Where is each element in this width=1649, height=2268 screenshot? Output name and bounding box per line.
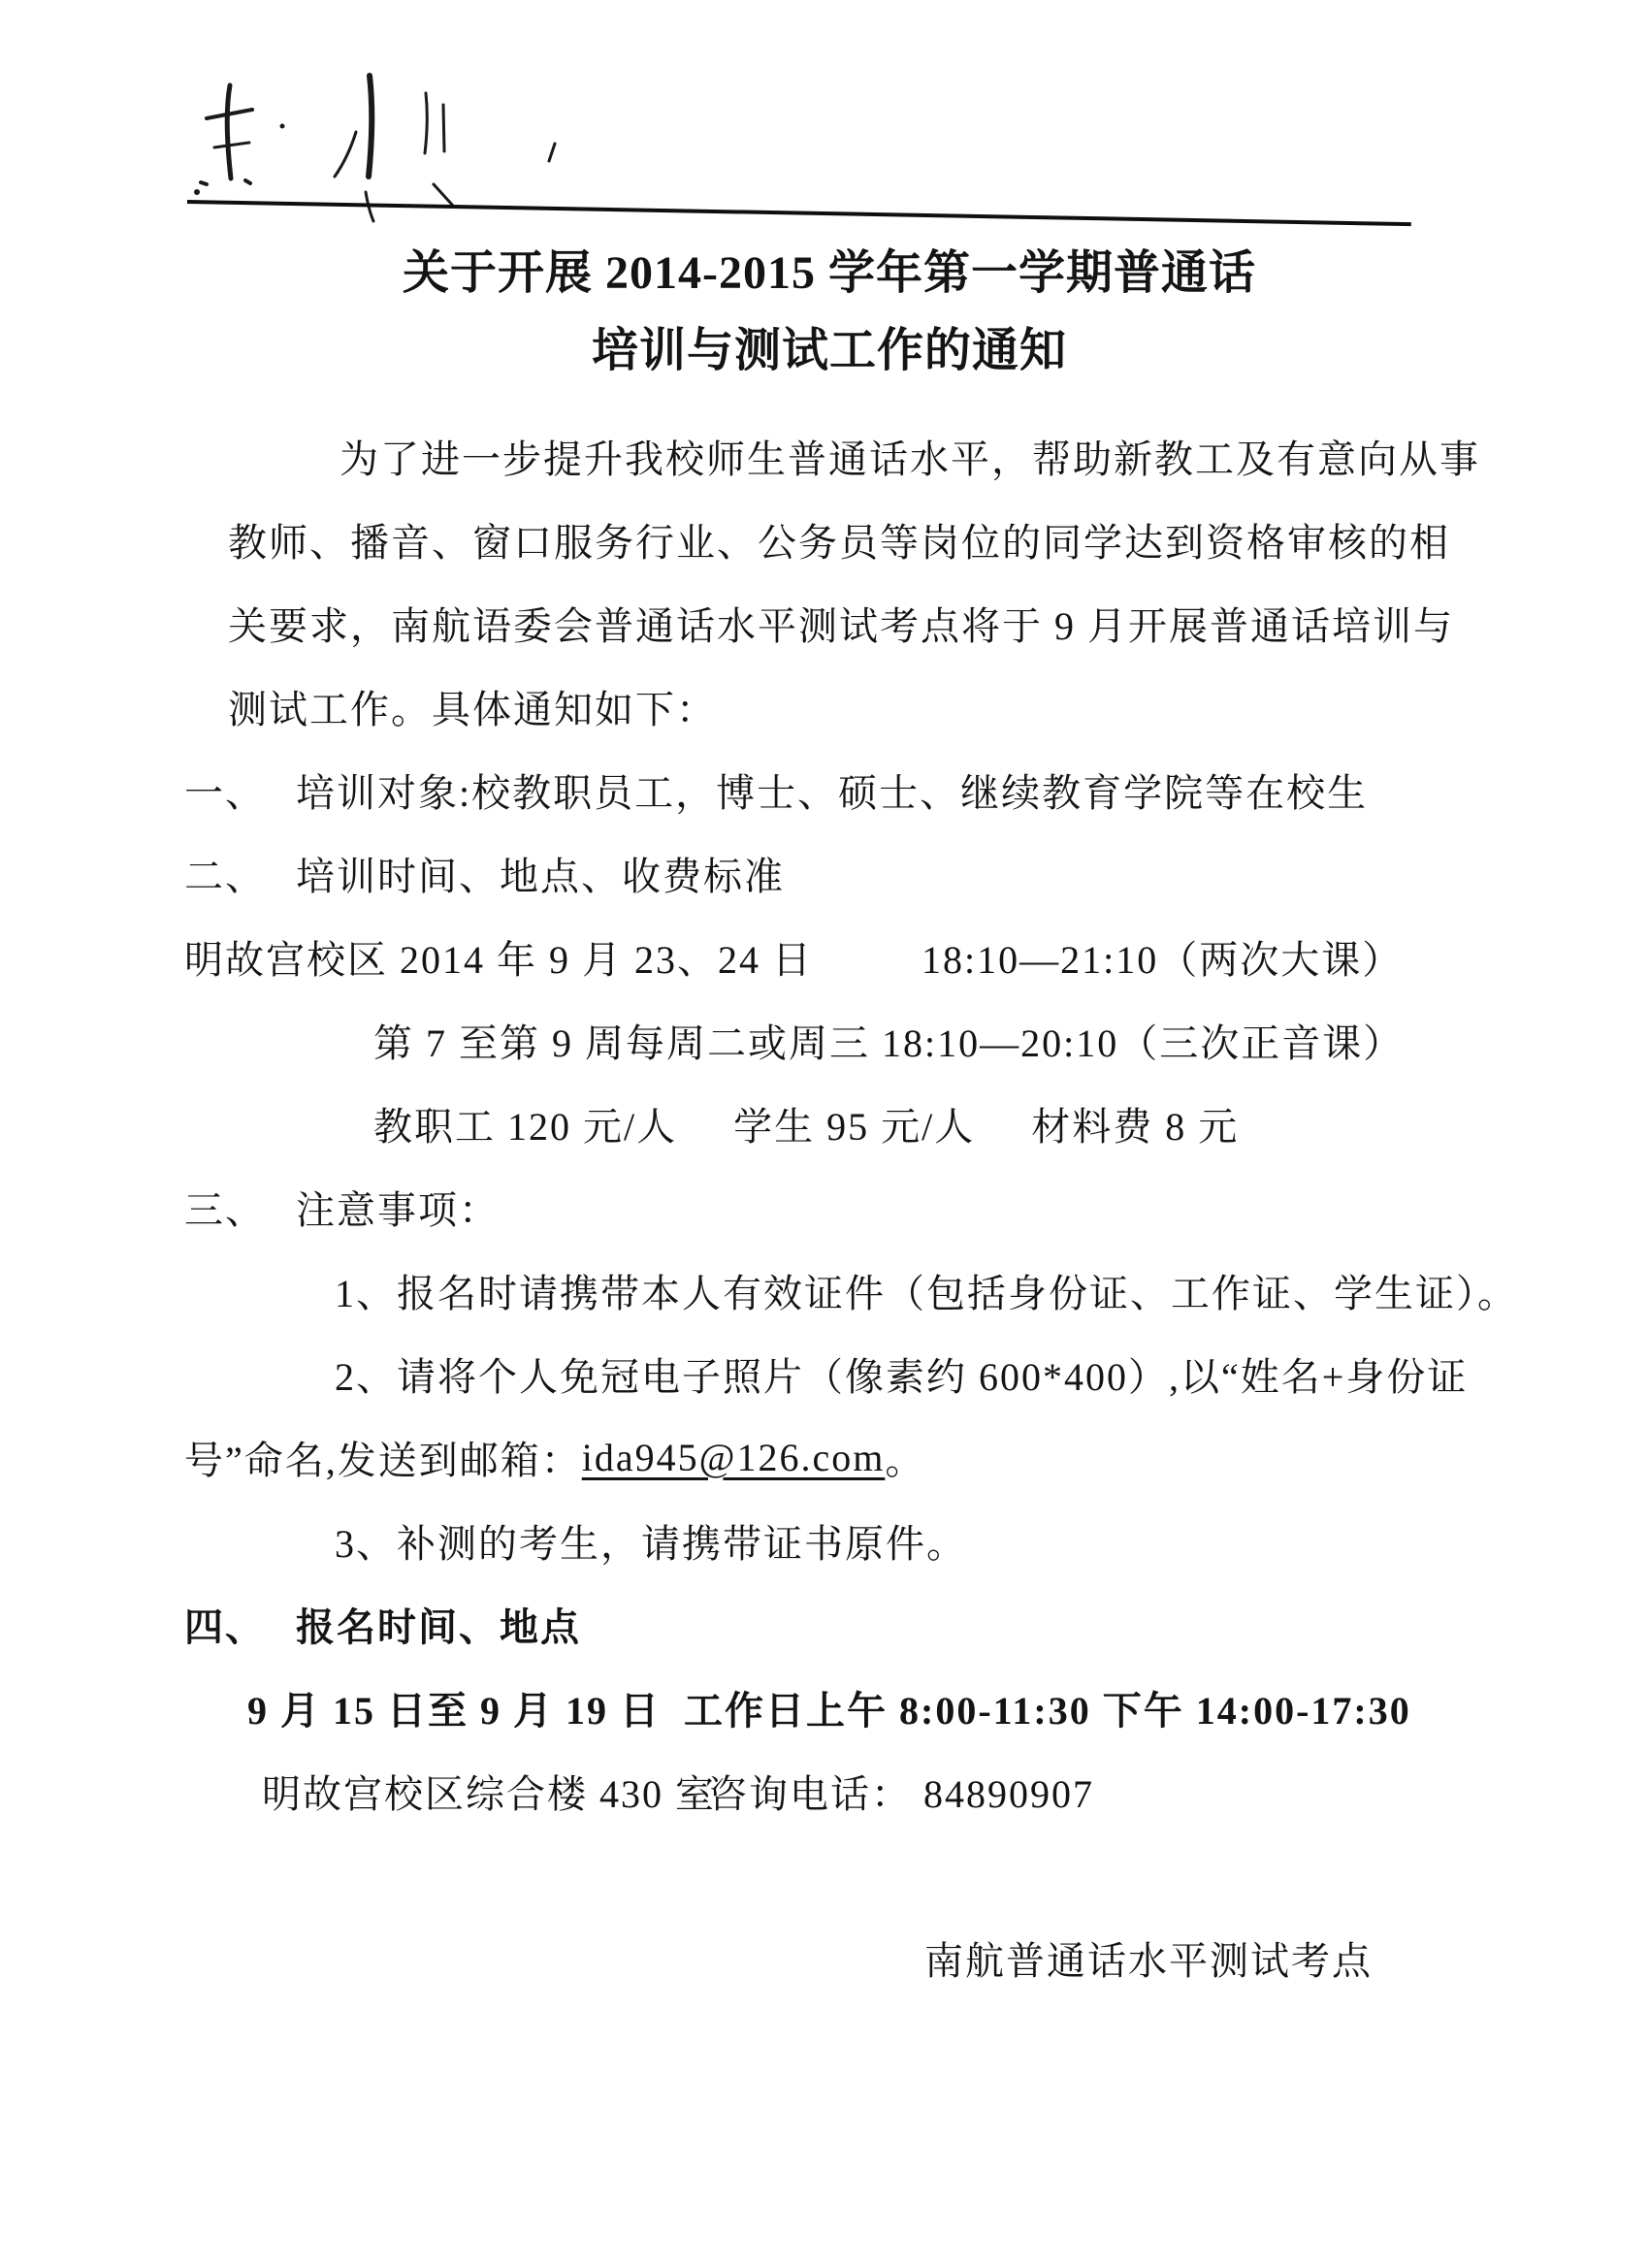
fee-materials: 材料费 8 元 <box>1031 1104 1240 1149</box>
section-1-heading <box>184 748 1474 831</box>
note-2-line-1: 2、请将个人免冠电子照片（像素约 600*400）,以“姓名+身份证 <box>335 1354 1469 1399</box>
section-4-number: 四、 <box>184 1604 266 1649</box>
notice-body <box>184 414 1518 1999</box>
fee-staff: 教职工 120 元/人 <box>373 1104 678 1149</box>
fees-line <box>373 1082 1474 1165</box>
fee-student: 学生 95 元/人 <box>733 1104 976 1149</box>
registration-location-line <box>184 1749 1474 1832</box>
note-2-line-2-prefix: 号”命名,发送到邮箱： <box>184 1438 582 1482</box>
schedule-line-1 <box>184 915 1474 998</box>
schedule-campus-dates: 明故宫校区 2014 年 9 月 23、24 日 <box>184 937 813 982</box>
schedule-time-slot-1: 18:10—21:10（两次大课） <box>922 937 1404 982</box>
intro-line-4: 测试工作。具体通知如下： <box>228 687 717 731</box>
note-2-line-2-suffix: 。 <box>885 1438 926 1482</box>
section-1-number: 一、 <box>184 770 266 815</box>
email-link[interactable]: ida945@126.com <box>581 1435 886 1479</box>
intro-line-3: 关要求，南航语委会普通话水平测试考点将于 9 月开展普通话培训与 <box>228 603 1454 648</box>
registration-location: 明故宫校区综合楼 430 室 <box>262 1771 716 1816</box>
note-3: 3、补测的考生，请携带证书原件。 <box>335 1521 967 1566</box>
signature-text: 南航普通话水平测试考点 <box>924 1938 1373 1983</box>
section-3-text: 注意事项： <box>296 1187 500 1232</box>
registration-time-line: 9 月 15 日至 9 月 19 日 工作日上午 8:00-11:30 下午 14:00-17:30 <box>247 1688 1411 1733</box>
section-3-number: 三、 <box>184 1187 266 1232</box>
note-1: 1、报名时请携带本人有效证件（包括身份证、工作证、学生证）。 <box>335 1271 1518 1315</box>
schedule-line-2: 第 7 至第 9 周每周二或周三 18:10—20:10（三次正音课） <box>373 1021 1405 1065</box>
note-2-line-2 <box>184 1415 1474 1499</box>
section-2-heading <box>184 831 1474 915</box>
section-3-heading <box>184 1165 1474 1248</box>
section-2-number: 二、 <box>184 854 266 898</box>
section-4-heading <box>184 1582 1474 1666</box>
intro-line-1: 为了进一步提升我校师生普通话水平，帮助新教工及有意向从事 <box>340 437 1480 481</box>
intro-line-2: 教师、播音、窗口服务行业、公务员等岗位的同学达到资格审核的相 <box>228 520 1450 565</box>
signature-line <box>184 1916 1474 1999</box>
registration-phone: 咨询电话： 84890907 <box>708 1771 1094 1816</box>
section-1-text: 培训对象:校教职员工，博士、硕士、继续教育学院等在校生 <box>296 770 1369 815</box>
section-4-text: 报名时间、地点 <box>296 1604 581 1649</box>
section-2-text: 培训时间、地点、收费标准 <box>296 854 785 898</box>
notice-title-line-2: 培训与测试工作的通知 <box>591 325 1067 376</box>
notice-title-line-1: 关于开展 2014-2015 学年第一学期普通话 <box>403 247 1256 299</box>
